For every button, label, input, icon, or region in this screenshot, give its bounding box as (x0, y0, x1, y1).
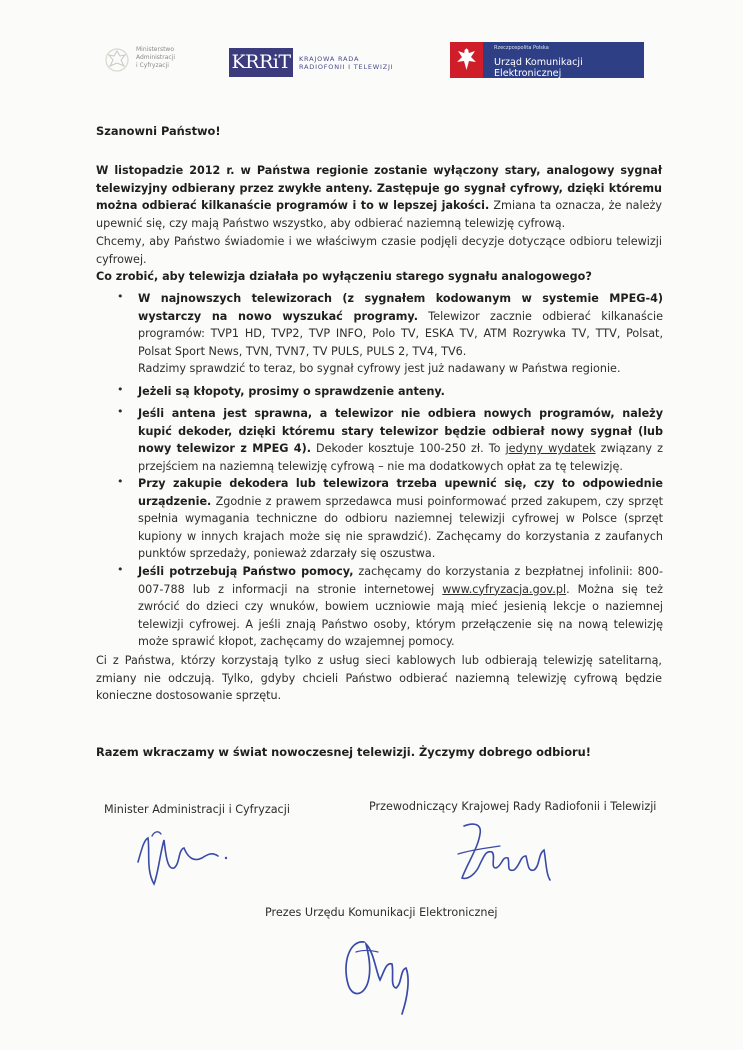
paragraph-decision: Chcemy, aby Państwo świadomie i we właściwym czasie podjęli decyzje dotyczące odbioru telewizji cyfrowej. (96, 235, 662, 266)
bullet-help-rest-a: zachęcamy do korzystania z bezpłatnej infolinii: 800-007-788 lub z informacji na stronie internetowej (138, 565, 664, 596)
krrit-logo-text (299, 55, 393, 71)
mac-line-3: i Cyfryzacji (136, 62, 169, 69)
signature-uke-president-icon (330, 922, 430, 1022)
mac-line-1: Ministerstwo (136, 46, 175, 53)
paragraph-intro (96, 162, 662, 232)
bullet-marker: • (117, 563, 124, 576)
intro-bold: W listopadzie 2012 r. w Państwa regionie zostanie wyłączony stary, analogowy sygnał telewizyjny odbierany przez zwykłe anteny. Zastępuje go sygnał cyfrowy, dzięki któremu można odbierać kilkanaście programów i to w lepszej jakości. (96, 164, 662, 212)
signature-label-krrit-chair: Przewodniczący Krajowej Rady Radiofonii i Telewizji (369, 800, 657, 813)
krrit-logo (229, 48, 399, 78)
bullet-help (138, 563, 663, 651)
bullet-antenna (138, 383, 663, 401)
uke-logo (450, 42, 644, 78)
bullet-decoder-rest-b: związany z przejściem na naziemną telewizję cyfrową – nie ma dodatkowych opłat za tę telewizję. (138, 442, 663, 473)
mac-logo (104, 44, 204, 80)
bullet-help-bold: Jeśli potrzebują Państwo pomocy, (138, 565, 354, 578)
bullet-decoder-bold: Jeśli antena jest sprawna, a telewizor nie odbiera nowych programów, należy kupić dekoder, dzięki któremu stary telewizor będzie odbierał nowy sygnał (lub nowy telewizor z MPEG 4). (138, 407, 663, 455)
bullet-new-tv-note: Radzimy sprawdzić to teraz, bo sygnał cyfrowy jest już nadawany w Państwa regionie. (138, 362, 621, 375)
eagle-emblem-icon (104, 44, 130, 76)
question-heading: Co zrobić, aby telewizja działała po wyłączeniu starego sygnału analogowego? (96, 270, 592, 283)
bullet-marker: • (117, 383, 124, 396)
bullet-new-tv-rest: Telewizor zacznie odbierać kilkanaście programów: TVP1 HD, TVP2, TVP INFO, Polo TV, ESKA TV, ATM Rozrywka TV, TTV, Polsat, Polsat Sport News, TVN, TVN7, TV PULS, PULS 2, TV4, TV6. (138, 309, 663, 358)
krrit-line-2: RADIOFONII I TELEWIZJI (299, 63, 394, 71)
uke-eagle-panel (450, 42, 483, 78)
signature-krrit-chair-icon (446, 816, 566, 896)
bullet-new-tv-bold: W najnowszych telewizorach (z sygnałem kodowanym w systemie MPEG-4) wystarczy na nowo wyszukać programy. (138, 292, 663, 323)
signature-label-uke-president: Prezes Urzędu Komunikacji Elektronicznej (265, 906, 498, 919)
bullet-purchase-rest: Zgodnie z prawem sprzedawca musi poinformować przed zakupem, czy sprzęt spełnia wymagania techniczne do odbioru naziemnej telewizji cyfrowej w Polsce (sprzęt kupiony w innych krajach może się nie sprawdzić). Zachęcamy do korzystania z zaufanych punktów sprzedaży, ponieważ zdarzały się oszustwa. (138, 494, 663, 560)
bullet-marker: • (117, 405, 124, 418)
mac-line-2: Administracji (136, 54, 176, 61)
bullet-marker: • (117, 290, 124, 303)
bullet-decoder-underlined: jedyny wydatek (505, 442, 596, 455)
greeting: Szanowni Państwo! (96, 124, 221, 138)
signature-label-minister: Minister Administracji i Cyfryzacji (104, 803, 290, 816)
website-link[interactable]: www.cyfryzacja.gov.pl (442, 582, 567, 596)
bullet-new-tv (138, 290, 663, 360)
bullet-purchase (138, 475, 663, 563)
signature-minister-icon (128, 818, 238, 898)
bullet-antenna-bold: Jeżeli są kłopoty, prosimy o sprawdzenie anteny. (138, 385, 445, 398)
mac-logo-text (136, 46, 206, 70)
uke-name: Urząd Komunikacji Elektronicznej (494, 57, 583, 79)
paragraph-cable-satellite: Ci z Państwa, którzy korzystają tylko z usług sieci kablowych lub odbierają telewizję satelitarną, zmiany nie odczują. Tylko, gdyby chcieli Państwo odbierać naziemną telewizję cyfrową będzie konieczne dostosowanie sprzętu. (96, 654, 662, 702)
bullet-marker: • (117, 475, 124, 488)
krrit-line-1: KRAJOWA RADA (299, 55, 360, 63)
uke-country: Rzeczpospolita Polska (494, 45, 549, 51)
bullet-decoder-rest-a: Dekoder kosztuje 100-250 zł. To (310, 442, 506, 455)
white-eagle-icon (450, 42, 483, 78)
bullet-purchase-bold: Przy zakupie dekodera lub telewizora trzeba upewnić się, czy to odpowiednie urządzenie. (138, 477, 663, 508)
bullet-decoder (138, 405, 663, 475)
krrit-logo-mark: KRRiT (229, 48, 293, 77)
bullet-help-rest-b: . Można się też zwrócić do dzieci czy wnuków, bowiem uczniowie mają mieć jesienią lekcje o naziemnej telewizji cyfrowej. A jeśli znają Państwo osoby, którym przełączenie się na nową telewizję może sprawić kłopot, zachęcamy do wzajemnej pomocy. (138, 582, 663, 648)
closing-line: Razem wkraczamy w świat nowoczesnej telewizji. Życzymy dobrego odbioru! (96, 745, 591, 759)
intro-rest: Zmiana ta oznacza, że należy upewnić się, czy mają Państwo wszystko, aby odbierać naziemną telewizję cyfrową. (96, 199, 662, 230)
